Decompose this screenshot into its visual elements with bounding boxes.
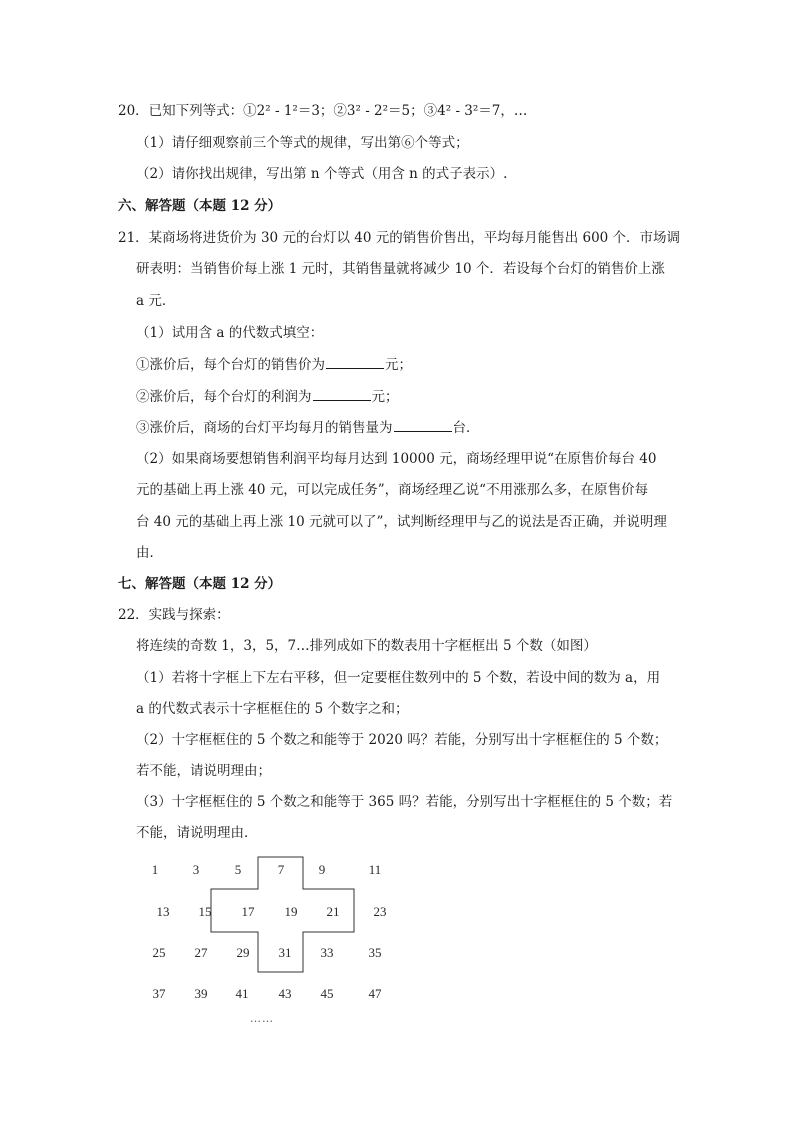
q21-part2-line1: （2）如果商场要想销售利润平均每月达到 10000 元，商场经理甲说“在原售价每台 40 <box>136 451 657 467</box>
table-cell: 45 <box>320 986 334 1001</box>
q21-line2: 研表明：当销售价每上涨 1 元时，其销售量就将减少 10 个．若设每个台灯的销售价上涨 <box>136 261 665 277</box>
q21-line3: a 元． <box>136 293 176 309</box>
q21-fill3-unit: 台． <box>452 420 480 436</box>
table-cell: 3 <box>192 862 200 877</box>
table-cell: 47 <box>368 986 382 1001</box>
q21-fill3-text: ③涨价后，商场的台灯平均每月的销售量为 <box>136 420 393 436</box>
table-cell: 7 <box>277 862 285 877</box>
q21-part2-line3: 台 40 元的基础上再上涨 10 元就可以了”，试判断经理甲与乙的说法是否正确，并说明理 <box>136 514 667 530</box>
q21-fill1-unit: 元； <box>385 357 412 373</box>
table-cell: 39 <box>194 986 208 1001</box>
table-cell: 9 <box>318 862 326 877</box>
q22-part3-line2: 不能，请说明理由． <box>136 825 258 841</box>
table-cell: 13 <box>156 904 170 919</box>
table-cell: 37 <box>152 986 166 1001</box>
q21-part2-line4: 由． <box>136 545 163 561</box>
table-cell: 17 <box>241 904 255 919</box>
q22-line1: 22．实践与探索： <box>118 607 230 623</box>
table-cell: 35 <box>368 945 382 960</box>
q22-part2-line2: 若不能，请说明理由； <box>136 763 271 779</box>
section-7-heading: 七、解答题（本题 12 分） <box>118 576 282 592</box>
table-cell: 31 <box>278 945 292 960</box>
q22-part1-line1: （1）若将十字框上下左右平移，但一定要框住数列中的 5 个数，若设中间的数为 a，用 <box>136 670 661 686</box>
table-cell: 23 <box>373 904 387 919</box>
q21-line1: 21．某商场将进货价为 30 元的台灯以 40 元的销售价售出，平均每月能售出 600 个．市场调 <box>118 230 681 246</box>
q21-fill1-text: ①涨价后，每个台灯的销售价为 <box>136 357 325 373</box>
table-cell: 43 <box>278 986 292 1001</box>
table-cell: 25 <box>152 945 166 960</box>
q22-part2-line1: （2）十字框框住的 5 个数之和能等于 2020 吗？若能，分别写出十字框框住的 5 个数； <box>136 732 668 748</box>
q22-part3-line1: （3）十字框框住的 5 个数之和能等于 365 吗？若能，分别写出十字框框住的 5 个数；若 <box>136 794 673 810</box>
q20-stem: 20．已知下列等式：①2² - 1²＝3；②3² - 2²＝5；③4² - 3²＝7，… <box>118 103 528 119</box>
q21-part1: （1）试用含 a 的代数式填空： <box>136 325 324 341</box>
q21-fill2-text: ②涨价后，每个台灯的利润为 <box>136 389 312 405</box>
table-cell: 21 <box>326 904 340 919</box>
table-cell: 29 <box>236 945 250 960</box>
table-ellipsis: …… <box>250 1012 274 1025</box>
q22-part1-line2: a 的代数式表示十字框框住的 5 个数字之和； <box>136 701 409 717</box>
q20-part1: （1）请仔细观察前三个等式的规律，写出第⑥个等式； <box>136 135 469 151</box>
table-cell: 41 <box>235 986 249 1001</box>
q22-line2: 将连续的奇数 1，3，5，7…排列成如下的数表用十字框框出 5 个数（如图） <box>136 638 597 654</box>
table-cell: 5 <box>234 862 242 877</box>
table-cell: 33 <box>320 945 334 960</box>
table-cell: 11 <box>368 862 382 877</box>
table-cell: 15 <box>198 904 212 919</box>
q20-part2: （2）请你找出规律，写出第 n 个等式（用含 n 的式子表示）. <box>136 166 508 182</box>
table-cell: 27 <box>194 945 208 960</box>
table-cell: 1 <box>151 862 159 877</box>
section-6-heading: 六、解答题（本题 12 分） <box>118 198 282 214</box>
q21-fill2-unit: 元； <box>371 389 399 405</box>
table-cell: 19 <box>284 904 298 919</box>
q21-part2-line2: 元的基础上再上涨 40 元，可以完成任务”，商场经理乙说“不用涨那么多，在原售价每 <box>136 482 649 498</box>
